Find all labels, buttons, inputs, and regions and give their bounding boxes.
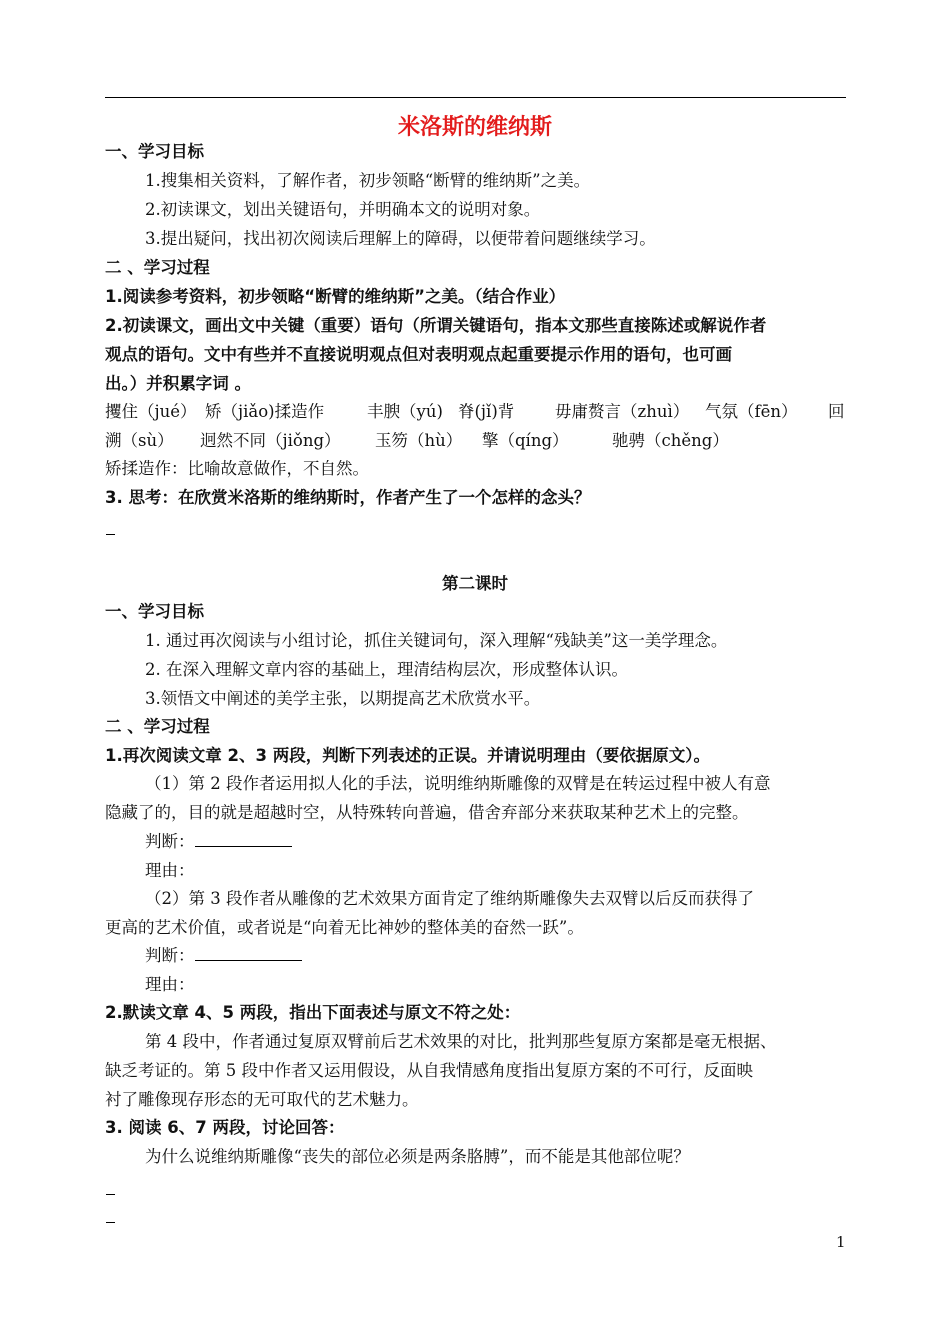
page-number: 1 [836,1233,846,1251]
vocab-item: 毋庸赘言（zhuì） [555,402,690,421]
lesson1-goal-1: 1.搜集相关资料，了解作者，初步领略“断臂的维纳斯”之美。 [145,171,591,190]
reason-label-2: 理由： [145,975,195,994]
lesson1-task-3: 3. 思考：在欣赏米洛斯的维纳斯时，作者产生了一个怎样的念头？ [105,488,591,507]
document-title: 米洛斯的维纳斯 [397,115,552,140]
lesson1-goal-3: 3.提出疑问，找出初次阅读后理解上的障碍，以便带着问题继续学习。 [145,229,656,248]
item-1-line-2: 隐藏了的，目的就是超越时空，从特殊转向普遍，借舍弃部分来获取某种艺术上的完整。 [105,803,749,822]
vocab-item: 擎（qíng） [482,431,569,450]
lesson2-process-heading: 二 、学习过程 [105,717,210,736]
answer-dash [106,1194,115,1195]
lesson2-goal-2: 2. 在深入理解文章内容的基础上，理清结构层次，形成整体认识。 [145,660,628,679]
vocab-item: 溯（sù） [105,431,174,450]
lesson2-goal-3: 3.领悟文中阐述的美学主张，以期提高艺术欣赏水平。 [145,689,541,708]
vocab-item: 矫（jiǎo)揉造作 [205,402,325,421]
item-1-line-1: （1）第 2 段作者运用拟人化的手法，说明维纳斯雕像的双臂是在转运过程中被人有意 [145,774,771,793]
lesson1-goals-heading: 一、学习目标 [105,142,204,161]
judge-answer-blank[interactable] [195,960,302,961]
judge-row-2 [145,945,302,967]
lesson1-task-2-line-3: 出。）并积累字词 。 [105,374,251,393]
header-rule [105,97,846,98]
vocab-item: 驰骋（chěng） [612,431,729,450]
vocab-item: 攫住（jué） [105,402,197,421]
task-3-question: 为什么说维纳斯雕像“丧失的部位必须是两条胳膊”，而不能是其他部位呢？ [145,1147,690,1166]
task-2-line-3: 衬了雕像现存形态的无可取代的艺术魅力。 [105,1090,419,1109]
lesson2-task-2-heading: 2.默读文章 4、5 两段，指出下面表述与原文不符之处： [105,1003,521,1022]
lesson2-task-3-heading: 3. 阅读 6、7 两段，讨论回答： [105,1118,345,1137]
vocab-item: 丰腴（yú) [367,402,443,421]
lesson1-process-heading: 二 、学习过程 [105,258,210,277]
lesson1-task-1: 1.阅读参考资料，初步领略“断臂的维纳斯”之美。（结合作业） [105,287,566,306]
item-2-line-1: （2）第 3 段作者从雕像的艺术效果方面肯定了维纳斯雕像失去双臂以后反而获得了 [145,889,754,908]
judge-row-1 [145,831,292,853]
answer-dash [106,1222,115,1223]
judge-label: 判断： [145,946,195,965]
task-2-line-2: 缺乏考证的。第 5 段中作者又运用假设，从自我情感角度指出复原方案的不可行，反面映 [105,1061,753,1080]
lesson2-task-1-heading: 1.再次阅读文章 2、3 两段，判断下列表述的正误。并请说明理由（要依据原文）。 [105,746,710,765]
lesson1-goal-2: 2.初读课文，划出关键语句，并明确本文的说明对象。 [145,200,541,219]
vocab-item: 回 [828,402,845,421]
vocab-item: 迥然不同（jiǒng） [200,431,341,450]
task-2-line-1: 第 4 段中，作者通过复原双臂前后艺术效果的对比，批判那些复原方案都是毫无根据、 [145,1032,777,1051]
vocab-item: 脊(jǐ)背 [458,402,515,421]
judge-label: 判断： [145,832,195,851]
lesson1-task-2-line-1: 2.初读课文，画出文中关键（重要）语句（所谓关键语句，指本文那些直接陈述或解说作者 [105,316,767,335]
vocab-item: 气氛（fēn） [705,402,798,421]
item-2-line-2: 更高的艺术价值，或者说是“向着无比神妙的整体美的奋然一跃”。 [105,918,584,937]
reason-label-1: 理由： [145,861,195,880]
judge-answer-blank[interactable] [195,846,292,847]
lesson2-goal-1: 1. 通过再次阅读与小组讨论，抓住关键词句，深入理解“残缺美”这一美学理念。 [145,631,728,650]
vocab-item: 玉笏（hù） [375,431,463,450]
vocab-note: 矫揉造作：比喻故意做作，不自然。 [105,459,369,478]
lesson2-goals-heading: 一、学习目标 [105,602,204,621]
answer-dash [106,534,115,535]
lesson1-task-2-line-2: 观点的语句。文中有些并不直接说明观点但对表明观点起重要提示作用的语句，也可画 [105,345,732,364]
lesson2-title: 第二课时 [442,574,508,593]
